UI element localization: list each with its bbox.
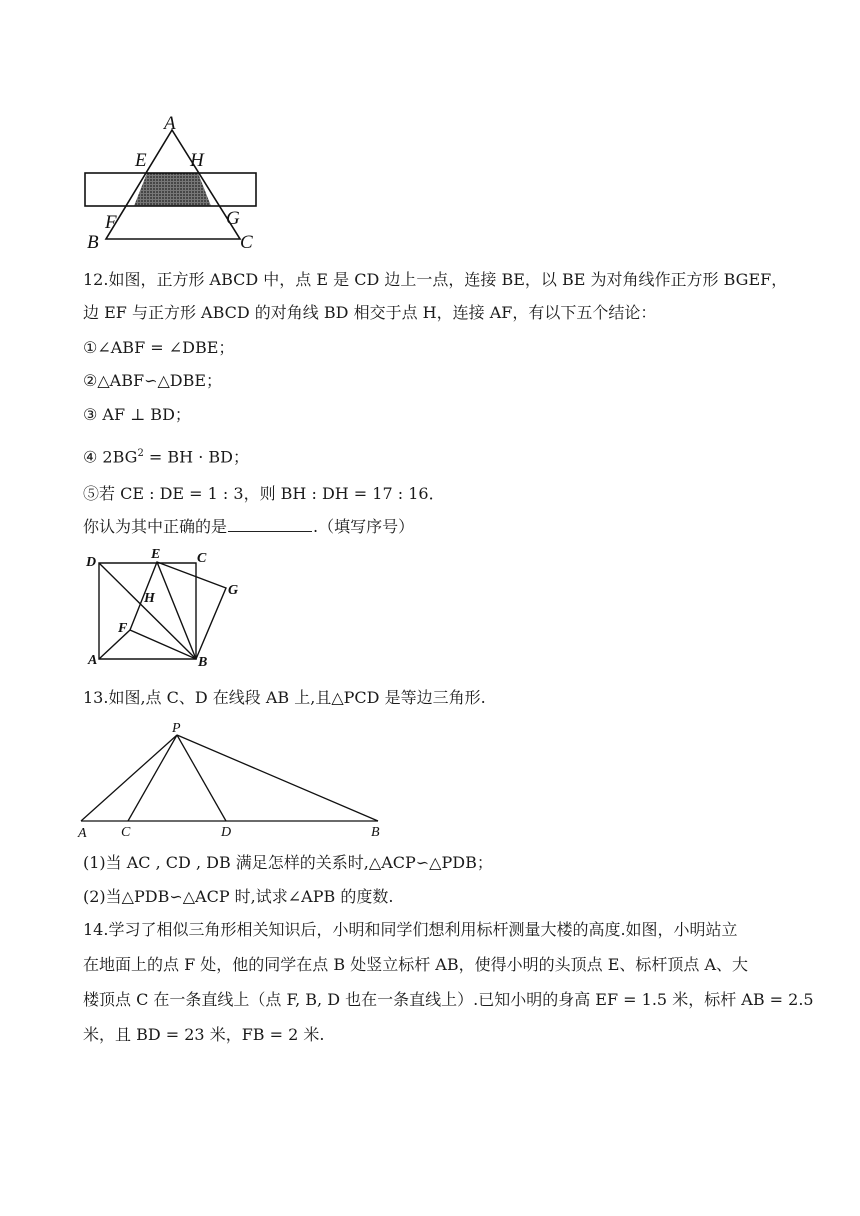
q12-conclusion-5: ⑤若 CE : DE = 1 : 3，则 BH : DH = 17 : 16． (83, 484, 445, 503)
label-a: A (164, 113, 176, 134)
answer-blank[interactable] (228, 517, 312, 532)
q14-line-2: 在地面上的点 F 处，他的同学在点 B 处竖立标杆 AB，使得小明的头顶点 E、标杆顶点 A、大 (83, 955, 749, 974)
q12-conclusion-3: ③ AF ⊥ BD； (83, 405, 191, 424)
figure-squares (80, 544, 255, 674)
q12-ask-post: .（填写序号） (313, 517, 415, 536)
q12-c4-post: = BH · BD； (143, 447, 249, 467)
q12-c4-sup: 2 (137, 448, 144, 459)
label-e: E (135, 150, 147, 171)
figure-triangle-segment (76, 720, 396, 845)
label-g: G (226, 208, 240, 229)
label-d: D (221, 825, 232, 840)
label-b: B (371, 825, 380, 840)
q13-part-1: (1)当 AC , CD , DB 满足怎样的关系时,△ACP∽△PDB； (83, 853, 493, 872)
label-p: P (172, 721, 181, 736)
q12-line-1: 12.如图，正方形 ABCD 中，点 E 是 CD 边上一点，连接 BE，以 BE 为对角线作正方形 BGEF， (83, 270, 788, 289)
q12-question (83, 517, 783, 537)
segment-pc (128, 735, 177, 821)
label-f: F (105, 212, 117, 233)
segment-pb (177, 735, 378, 821)
label-h: H (144, 591, 155, 606)
q12-conclusion-1: ①∠ABF = ∠DBE； (83, 338, 235, 357)
label-c: C (197, 551, 207, 566)
segment-pa (81, 735, 177, 821)
q13-line-1: 13.如图,点 C、D 在线段 AB 上,且△PCD 是等边三角形. (83, 688, 486, 707)
q12-c4-pre: ④ 2BG (83, 447, 138, 467)
q12-conclusion-4 (83, 444, 783, 467)
label-f: F (118, 621, 128, 636)
square-bgef (130, 562, 226, 659)
shaded-region (134, 173, 211, 206)
label-g: G (228, 583, 239, 598)
label-e: E (151, 547, 161, 562)
segment-pd (177, 735, 226, 821)
label-c: C (240, 232, 253, 253)
q14-line-4: 米，且 BD = 23 米，FB = 2 米. (83, 1025, 325, 1044)
figure-triangle-strip (78, 110, 268, 255)
label-b: B (198, 655, 208, 670)
label-d: D (86, 555, 97, 570)
label-c: C (121, 825, 131, 840)
label-h: H (190, 150, 204, 171)
label-a: A (78, 826, 87, 841)
q12-ask-pre: 你认为其中正确的是 (83, 517, 228, 536)
q13-part-2: (2)当△PDB∽△ACP 时,试求∠APB 的度数. (83, 887, 394, 906)
q12-conclusion-2: ②△ABF∽△DBE； (83, 371, 223, 390)
label-b: B (87, 232, 99, 253)
label-a: A (88, 653, 98, 668)
q14-line-1: 14.学习了相似三角形相关知识后，小明和同学们想利用标杆测量大楼的高度.如图，小明站立 (83, 920, 738, 939)
q14-line-3: 楼顶点 C 在一条直线上（点 F, B, D 也在一条直线上）.已知小明的身高 EF = 1.5 米，标杆 AB = 2.5 (83, 990, 814, 1009)
q12-line-2: 边 EF 与正方形 ABCD 的对角线 BD 相交于点 H，连接 AF，有以下五个结论： (83, 303, 657, 322)
